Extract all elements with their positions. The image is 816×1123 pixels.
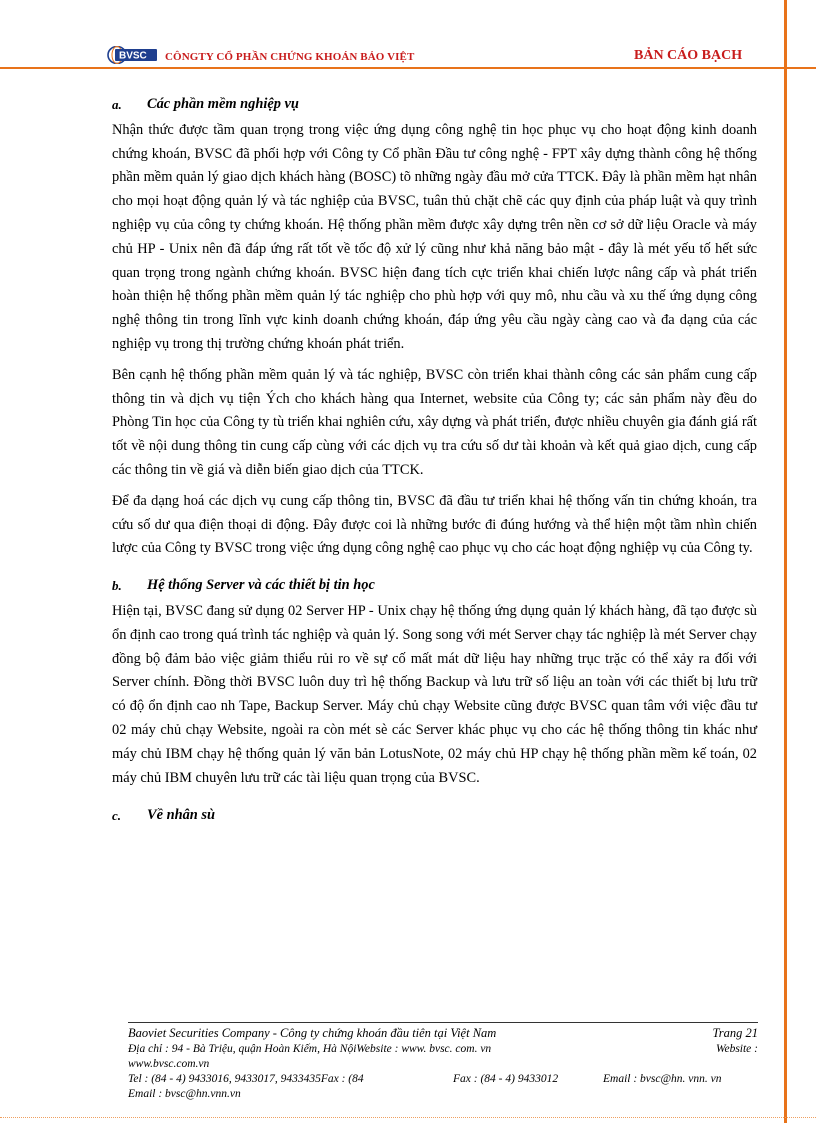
paragraph: Hiện tại, BVSC đang sử dụng 02 Server HP - Unix chạy hệ thống ứng dụng quản lý khách hàng, đã tạo được sù ổn định cao trong quá trình tác nghiệp và quản lý. Song song với mét Server chạy tác nghiệp là mét Server chạy đồng bộ đảm bảo việc giảm thiểu rủi ro về sự cố mất mát dữ liệu hay những trục trặc có thể xảy ra đối với Server chính. Đồng thời BVSC luôn duy trì hệ thống Backup và lưu trữ số liệu an toàn với các thiết bị lưu trữ có độ ổn định cao nh Tape, Backup Server. Máy chủ chạy Website cũng được BVSC quan tâm với việc đầu tư 02 máy chủ chạy Website, ngoài ra còn mét sè các Server khác phục vụ cho các hệ thống thông tin khác như máy chủ IBM chạy hệ thống quản lý văn bản LotusNote, 02 máy chủ HP chạy hệ thống phần mềm kế toán, 02 máy chủ IBM chuyên lưu trữ các tài liệu quan trọng của BVSC. bbox=[112, 602, 757, 786]
footer-contact-row bbox=[128, 1072, 758, 1087]
header-rule bbox=[0, 67, 816, 69]
footer-email: Email : bvsc@hn.vnn.vn bbox=[128, 1088, 241, 1100]
footer-company-row bbox=[128, 1025, 758, 1042]
header-company-name: CÔNGTY CỔ PHẦN CHỨNG KHOÁN BẢO VIỆT bbox=[165, 51, 415, 63]
footer-website-label: Website : bbox=[715, 1043, 758, 1055]
page-footer bbox=[128, 1025, 758, 1102]
footer-address: Địa chỉ : 94 - Bà Triệu, quận Hoàn Kiếm, Hà NộiWebsite : www. bvsc. com. vn bbox=[128, 1043, 492, 1055]
footer-email-right: Email : bvsc@hn. vnn. vn bbox=[603, 1073, 722, 1085]
footer-rule bbox=[128, 1022, 758, 1023]
footer-address-row bbox=[128, 1042, 758, 1057]
header-document-title: BẢN CÁO BẠCH bbox=[634, 48, 743, 63]
section-title: Các phần mềm nghiệp vụ bbox=[147, 96, 299, 112]
section-heading-a bbox=[112, 87, 757, 117]
footer-website: www.bvsc.com.vn bbox=[128, 1058, 210, 1070]
logo-text: BVSC bbox=[119, 50, 147, 62]
right-border-line bbox=[784, 0, 787, 1123]
page-number: Trang 21 bbox=[712, 1026, 758, 1040]
paragraph: Bên cạnh hệ thống phần mềm quản lý và tác nghiệp, BVSC còn triển khai thành công các sản phẩm cung cấp thông tin và dịch vụ tiện Ých cho khách hàng qua Internet, website của Công ty; các sản phẩm này đều do Phòng Tin học của Công ty tù triển khai nghiên cứu, xây dựng và phát triển, được nhiều chuyên gia đánh giá rất tốt về nội dung thông tin cung cấp cùng với các dịch vụ tra cứu số dư tài khoản và kết quả giao dịch, cung cấp các thông tin về giá và diễn biến giao dịch của TTCK. bbox=[112, 366, 757, 478]
bottom-dotted-rule bbox=[0, 1117, 816, 1118]
footer-company-line: Baoviet Securities Company - Công ty chứng khoán đầu tiên tại Việt Nam bbox=[128, 1026, 497, 1040]
footer-tel: Tel : (84 - 4) 9433016, 9433017, 9433435Fax : (84 bbox=[128, 1073, 364, 1085]
section-letter: a. bbox=[112, 97, 122, 112]
paragraph: Nhận thức được tầm quan trọng trong việc ứng dụng công nghệ tin học phục vụ cho hoạt động kinh doanh chứng khoán, BVSC đã phối hợp với Công ty Cổ phần Đầu tư công nghệ - FPT xây dựng thành công hệ thống phần mềm quản lý giao dịch khách hàng (BOSC) tõ những ngày đầu mở cửa TTCK. Đây là phần mềm hạt nhân cho mọi hoạt động quản lý và tác nghiệp của BVSC, tuân thủ chặt chẽ các quy định của pháp luật và quy trình nghiệp vụ của công ty chứng khoán. Hệ thống phần mềm được xây dựng trên nền cơ sở dữ liệu Oracle và máy chủ HP - Unix nên đã đáp ứng rất tốt về tốc độ xử lý cũng như khả năng bảo mật - đây là mét yếu tố hết sức quan trọng trong ngành chứng khoán. BVSC hiện đang tích cực triển khai chiến lược nâng cấp và phát triển hoàn thiện hệ thống phần mềm quản lý tác nghiệp cho phù hợp với quy mô, nhu cầu và xu thế ứng dụng công nghệ thông tin trong lĩnh vực kinh doanh chứng khoán, đáp ứng yêu cầu ngày càng cao và đa dạng của các nghiệp vụ trong thị trường chứng khoán phát triển. bbox=[112, 121, 757, 352]
section-letter: c. bbox=[112, 808, 122, 824]
section-heading-b bbox=[112, 568, 757, 598]
footer-fax: Fax : (84 - 4) 9433012 bbox=[453, 1073, 559, 1085]
section-title: Hệ thống Server và các thiết bị tin học bbox=[147, 577, 375, 594]
section-title: Về nhân sù bbox=[147, 807, 215, 824]
section-letter: b. bbox=[112, 578, 122, 594]
document-body bbox=[112, 87, 757, 830]
bvsc-logo bbox=[107, 46, 159, 64]
section-heading-c bbox=[112, 798, 757, 828]
paragraph: Để đa dạng hoá các dịch vụ cung cấp thông tin, BVSC đã đầu tư triển khai hệ thống vấn tin chứng khoán, tra cứu số dư qua điện thoại di động. Đây được coi là những bước đi đúng hướng và thể hiện một tầm nhìn chiến lược của Công ty BVSC trong việc ứng dụng công nghệ cao phục vụ cho các hoạt động nghiệp vụ của Công ty. bbox=[112, 492, 757, 557]
